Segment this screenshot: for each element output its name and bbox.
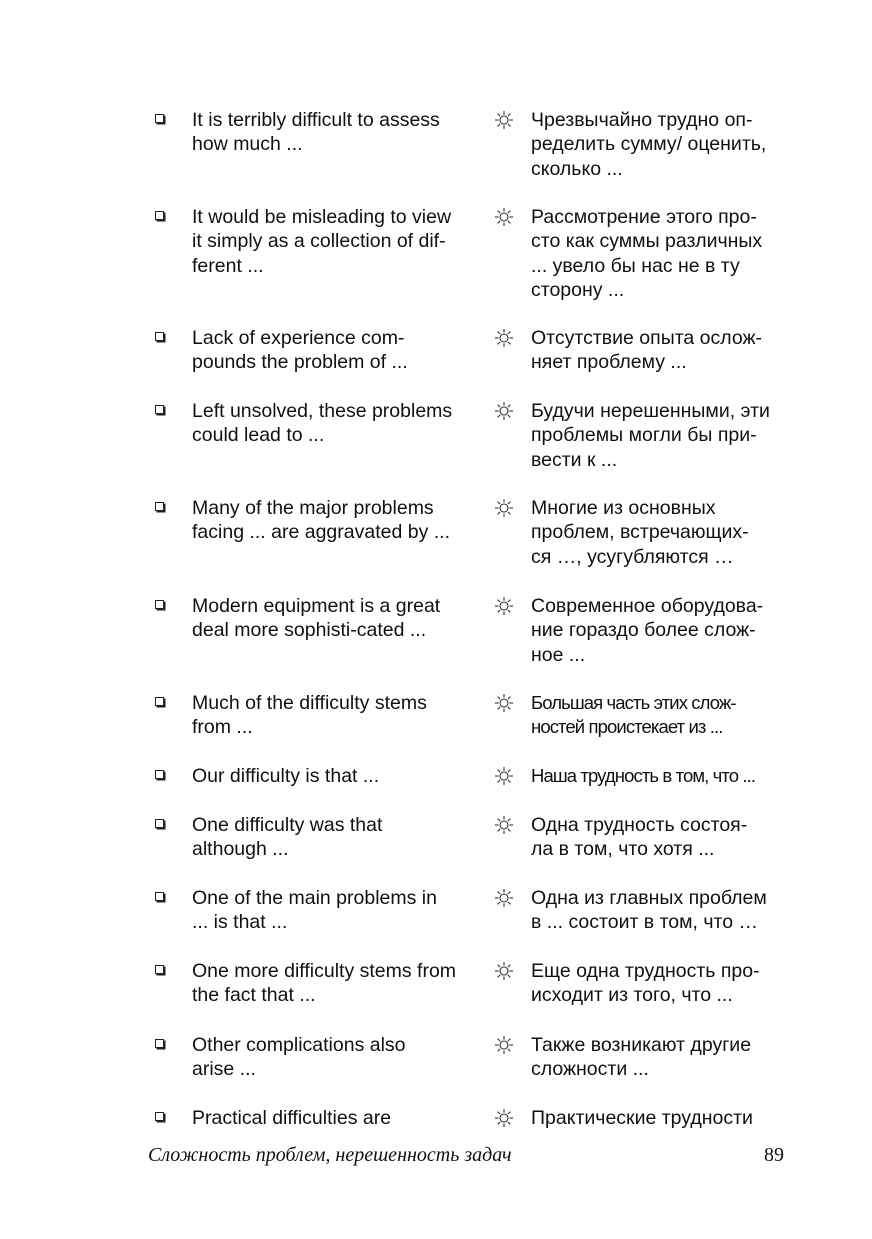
- checkbox-bullet-icon: [155, 965, 164, 974]
- english-phrase: Left unsolved, these problems could lead to ...: [192, 400, 453, 447]
- sun-bullet-icon: [494, 328, 514, 348]
- checkbox-bullet-icon: [155, 114, 164, 123]
- english-phrase: One of the main problems in ... is that ...: [192, 887, 437, 934]
- sun-bullet-icon: [494, 207, 514, 227]
- russian-translation: Будучи нерешенными, эти проблемы могли бы при- вести к ...: [531, 400, 770, 471]
- page-number: 89: [764, 1144, 784, 1166]
- russian-translation: Рассмотрение этого про- сто как суммы различных ... увело бы нас не в ту сторону ...: [531, 206, 763, 301]
- english-phrase: Much of the difficulty stems from ...: [192, 692, 427, 739]
- sun-bullet-icon: [494, 498, 514, 518]
- russian-translation: Современное оборудова- ние гораздо более слож- ное ...: [531, 595, 764, 666]
- russian-translation: Еще одна трудность про- исходит из того, что ...: [531, 960, 760, 1007]
- english-phrase: It is terribly difficult to assess how much ...: [192, 109, 440, 156]
- english-phrase: Many of the major problems facing ... are aggravated by ...: [192, 497, 450, 544]
- sun-bullet-icon: [494, 110, 514, 130]
- sun-bullet-icon: [494, 961, 514, 981]
- checkbox-bullet-icon: [155, 892, 164, 901]
- russian-translation: Отсутствие опыта ослож- няет проблему ...: [531, 327, 763, 374]
- checkbox-bullet-icon: [155, 332, 164, 341]
- russian-translation: Чрезвычайно трудно оп- ределить сумму/ оценить, сколько ...: [531, 109, 767, 180]
- english-phrase: One more difficulty stems from the fact that ...: [192, 960, 457, 1007]
- checkbox-bullet-icon: [155, 502, 164, 511]
- checkbox-bullet-icon: [155, 600, 164, 609]
- english-phrase: Lack of experience com- pounds the problem of ...: [192, 327, 408, 374]
- russian-translation: Одна из главных проблем в ... состоит в том, что …: [531, 887, 767, 934]
- sun-bullet-icon: [494, 888, 514, 908]
- sun-bullet-icon: [494, 766, 514, 786]
- checkbox-bullet-icon: [155, 211, 164, 220]
- russian-translation: Многие из основных проблем, встречающих- ся …, усугубляются …: [531, 497, 749, 568]
- russian-translation: Практические трудности: [531, 1107, 753, 1129]
- english-phrase: Modern equipment is a great deal more sophisti-cated ...: [192, 595, 441, 642]
- sun-bullet-icon: [494, 401, 514, 421]
- english-phrase: Other complications also arise ...: [192, 1034, 406, 1081]
- sun-bullet-icon: [494, 1035, 514, 1055]
- english-phrase: One difficulty was that although ...: [192, 814, 383, 861]
- checkbox-bullet-icon: [155, 819, 164, 828]
- english-phrase: Practical difficulties are: [192, 1107, 392, 1129]
- checkbox-bullet-icon: [155, 405, 164, 414]
- russian-translation: Наша трудность в том, что ...: [531, 765, 756, 786]
- russian-translation: Большая часть этих слож- ностей проистекает из ...: [531, 692, 736, 738]
- sun-bullet-icon: [494, 693, 514, 713]
- russian-translation: Одна трудность состоя- ла в том, что хотя ...: [531, 814, 748, 861]
- sun-bullet-icon: [494, 596, 514, 616]
- sun-bullet-icon: [494, 1108, 514, 1128]
- checkbox-bullet-icon: [155, 1039, 164, 1048]
- sun-bullet-icon: [494, 815, 514, 835]
- running-footer-title: Сложность проблем, нерешенность задач: [148, 1144, 512, 1166]
- english-phrase: Our difficulty is that ...: [192, 765, 380, 787]
- checkbox-bullet-icon: [155, 770, 164, 779]
- checkbox-bullet-icon: [155, 697, 164, 706]
- english-phrase: It would be misleading to view it simply as a collection of dif- ferent ...: [192, 206, 452, 277]
- checkbox-bullet-icon: [155, 1112, 164, 1121]
- russian-translation: Также возникают другие сложности ...: [531, 1034, 752, 1081]
